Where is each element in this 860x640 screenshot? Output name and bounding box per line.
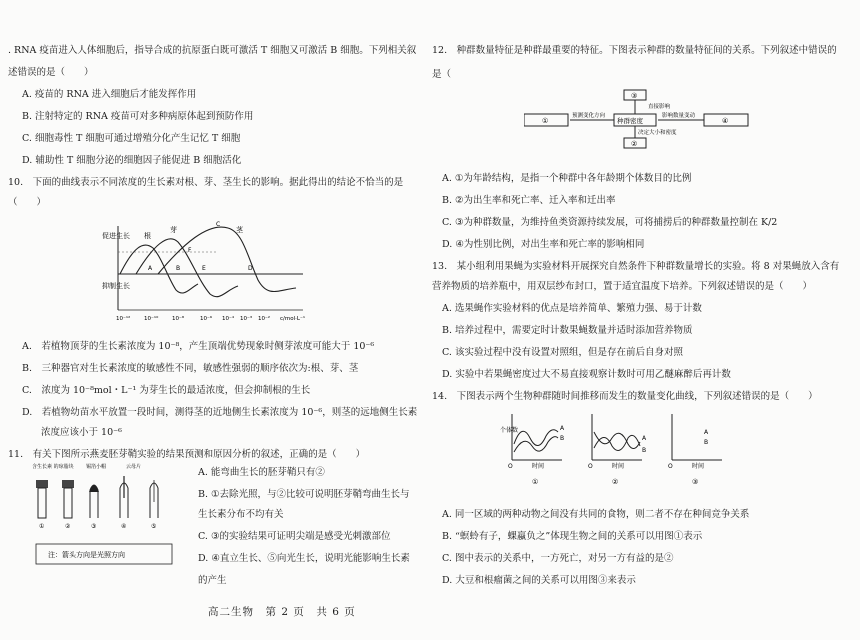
q13-option-d: D. 实验中若果蝇密度过大不易直接观察计数时可用乙醚麻醉后再计数 (442, 369, 731, 380)
q14-g2-label-b: B (642, 447, 647, 454)
q11-option-d: D. ④直立生长、⑤向光生长，说明光能影响生长素 (198, 553, 410, 564)
q10-curve-stem (158, 227, 296, 291)
q11-num-1: ① (39, 523, 45, 530)
q10-point-a: A (148, 265, 153, 272)
q12-option-c: C. ③为种群数量，为维持鱼类资源持续发展，可将捕捞后的种群数量控制在 K/2 (442, 217, 778, 228)
q11-label-foil-cap: 锡箔小帽 (86, 464, 107, 470)
q14-graph-1 (508, 414, 565, 486)
q10-point-d: D (248, 265, 253, 272)
q9-stem-line1: . RNA 疫苗进入人体细胞后，指导合成的抗原蛋白既可激活 T 细胞又可激活 B 细胞。下列相关叙 (8, 45, 417, 56)
q9-option-a: A. 疫苗的 RNA 进入细胞后才能发挥作用 (22, 89, 197, 100)
q12-box-3-label: ③ (631, 92, 638, 100)
q14-population-curves (500, 408, 740, 488)
q14-y-label: 个体数 (500, 427, 519, 434)
q13-option-c: C. 该实验过程中没有设置对照组，但是存在前后自身对照 (442, 347, 683, 358)
q11-option-a: A. 能弯曲生长的胚芽鞘只有② (198, 467, 325, 478)
q9-option-c: C. 细胞毒性 T 细胞可通过增殖分化产生记忆 T 细胞 (22, 133, 241, 144)
q14-graph-3 (668, 414, 722, 486)
q11-coleoptile-2 (62, 480, 74, 518)
q10-tick-4: 10⁻⁴ (222, 316, 235, 322)
q11-note: 注：箭头方向是光照方向 (48, 551, 125, 559)
q11-num-3: ③ (91, 523, 97, 530)
q11-stem-2 (64, 488, 72, 518)
q14-stem: 14. 下图表示两个生物种群随时间推移而发生的数量变化曲线，下列叙述错误的是（ ） (432, 391, 818, 402)
q14-g1-label-a: A (560, 425, 565, 432)
q12-label-direct: 直接影响 (648, 104, 671, 110)
q14-g3-label-b: B (704, 439, 709, 446)
q12-option-b: B. ②为出生率和死亡率、迁入率和迁出率 (442, 195, 616, 206)
q10-y-label-inhibit: 抑制生长 (102, 282, 130, 290)
q12-option-a: A. ①为年龄结构，是指一个种群中各年龄期个体数目的比例 (442, 173, 692, 184)
q11-agar-block-1 (36, 480, 48, 488)
q12-stem-line1: 12. 种群数量特征是种群最重要的特征。下图表示种群的数量特征间的关系。下列叙述中错误的 (432, 45, 837, 56)
q10-stem-line2: （ ） (8, 197, 47, 208)
q14-g3-number: ③ (692, 478, 699, 486)
q10-stem-line1: 10. 下面的曲线表示不同浓度的生长素对根、芽、茎生长的影响。据此得出的结论不恰当的是 (8, 177, 404, 188)
q10-point-e: E (202, 265, 206, 272)
q14-g3-x-label: 时间 (692, 463, 705, 470)
q10-label-root: 根 (144, 232, 151, 240)
q11-stem-1 (38, 488, 46, 518)
q14-g2-x-label: 时间 (612, 463, 625, 470)
q14-g1-origin: O (508, 463, 513, 470)
q14-g1-x-label: 时间 (532, 463, 545, 470)
q13-stem-line2: 营养物质的培养瓶中，用双层纱布封口，置于适宜温度下培养。下列叙述错误的是（ ） (432, 281, 813, 292)
q9-option-d: D. 辅助性 T 细胞分泌的细胞因子能促进 B 细胞活化 (22, 155, 242, 166)
q9-option-b: B. 注射特定的 RNA 疫苗可对多种病原体起到预防作用 (22, 111, 254, 122)
q11-option-b: B. ①去除光照，与②比较可说明胚芽鞘弯曲生长与 (198, 489, 410, 500)
q11-num-4: ④ (121, 523, 127, 530)
q10-y-label-promote (102, 231, 130, 240)
q14-graph-2 (588, 414, 647, 486)
q11-option-d-cont: 的产生 (198, 575, 227, 586)
q10-auxin-graph (98, 218, 328, 328)
q14-g1-curve-b (514, 437, 558, 452)
q10-option-a: A. 若植物顶芽的生长素浓度为 10⁻⁸，产生顶端优势现象时侧芽浓度可能大于 10⁻⁶ (22, 341, 375, 352)
q10-label-stem: 茎 (236, 226, 243, 234)
q14-g3-origin: O (668, 463, 673, 470)
q10-label-bud: 芽 (170, 226, 177, 234)
q10-option-c: C. 浓度为 10⁻⁸mol・L⁻¹ 为芽生长的最适浓度，但会抑制根的生长 (22, 385, 311, 396)
q12-label-predict: 预测变化方向 (572, 113, 606, 119)
q10-tick-2: 10⁻⁸ (172, 316, 185, 322)
q11-agar-block-2 (62, 480, 74, 488)
q10-tick-6: 10⁻² (258, 316, 271, 322)
q11-coleoptile-5 (150, 480, 158, 518)
q11-coleoptile-4 (120, 476, 128, 518)
q10-tick-0: 10⁻¹² (116, 316, 131, 322)
q14-g2-label-a: A (642, 435, 647, 442)
q11-coleoptile-3 (89, 485, 99, 518)
q13-stem-line1: 13. 某小组利用果蝇为实验材料开展探究自然条件下种群数量增长的实验。将 8 对果蝇放入含有 (432, 261, 840, 272)
q14-option-a: A. 同一区域的两种动物之间没有共同的食物，则二者不存在种间竞争关系 (442, 509, 750, 520)
q14-g1-label-b: B (560, 435, 565, 442)
q11-num-5: ⑤ (151, 523, 157, 530)
q12-box-2-label: ② (631, 140, 638, 148)
q10-option-d: D. 若植物幼苗水平放置一段时间，测得茎的近地侧生长素浓度为 10⁻⁶，则茎的远地侧生长素 (22, 407, 418, 418)
q10-point-b: B (176, 265, 181, 272)
q10-option-b: B. 三种器官对生长素浓度的敏感性不同，敏感性强弱的顺序依次为:根、芽、茎 (22, 363, 359, 374)
q14-g1-number: ① (532, 478, 539, 486)
q11-label-mica: 云母片 (126, 464, 142, 470)
q14-g2-origin: O (588, 463, 593, 470)
q11-foil-cap (89, 485, 99, 492)
q12-box-density-label: 种群密度 (617, 117, 643, 125)
q10-x-unit: c/mol·L⁻¹ (280, 316, 306, 322)
q9-stem-line2: 述错误的是（ ） (8, 67, 94, 78)
q11-option-c: C. ③的实验结果可证明尖端是感受光刺激部位 (198, 531, 391, 542)
q14-option-c: C. 图中表示的关系中，一方死亡，对另一方有益的是② (442, 553, 674, 564)
q12-box-4-label: ④ (722, 117, 729, 125)
q10-tick-5: 10⁻³ (240, 316, 253, 322)
q12-label-affect: 影响数量变动 (662, 113, 696, 119)
q13-option-b: B. 培养过程中，需要定时计数果蝇数量并适时添加营养物质 (442, 325, 693, 336)
q14-option-d: D. 大豆和根瘤菌之间的关系可以用图③来表示 (442, 575, 636, 586)
q14-g3-label-a: A (704, 429, 709, 436)
q10-point-c: C (216, 221, 221, 228)
q10-point-f: F (188, 247, 192, 254)
q10-tick-1: 10⁻¹⁰ (144, 316, 159, 322)
q12-label-decide: 决定大小和密度 (638, 130, 677, 136)
q11-num-2: ② (65, 523, 71, 530)
q12-option-d: D. ④为性别比例，对出生率和死亡率的影响相同 (442, 239, 645, 250)
q14-g2-number: ② (612, 478, 619, 486)
q11-option-b-cont: 生长素分布不均有关 (198, 509, 284, 520)
q12-stem-line2: 是（ (432, 69, 452, 80)
q10-option-d-cont: 浓度应该小于 10⁻⁶ (22, 427, 122, 438)
page-footer: 高二生物 第 2 页 共 6 页 (208, 606, 356, 618)
q12-box-1-label: ① (542, 117, 549, 125)
q11-label-agar: 含生长素 的琼脂块 (32, 464, 74, 470)
q11-coleoptile-1 (36, 480, 48, 518)
q10-y-promote-char: 促进生长 (102, 232, 130, 240)
q14-g2-curve-a (594, 432, 640, 449)
q14-option-b: B. “螟蛉有子，蜾蠃负之”体现生物之间的关系可以用图①表示 (442, 531, 703, 542)
q11-coleoptile-figure (30, 462, 190, 572)
q13-option-a: A. 选果蝇作实验材料的优点是培养简单、繁殖力强、易于计数 (442, 303, 702, 314)
q10-tick-3: 10⁻⁶ (200, 316, 213, 322)
q11-stem: 11. 有关下图所示燕麦胚芽鞘实验的结果预测和原因分析的叙述，正确的是（ ） (8, 449, 366, 460)
q12-population-diagram (524, 86, 774, 150)
